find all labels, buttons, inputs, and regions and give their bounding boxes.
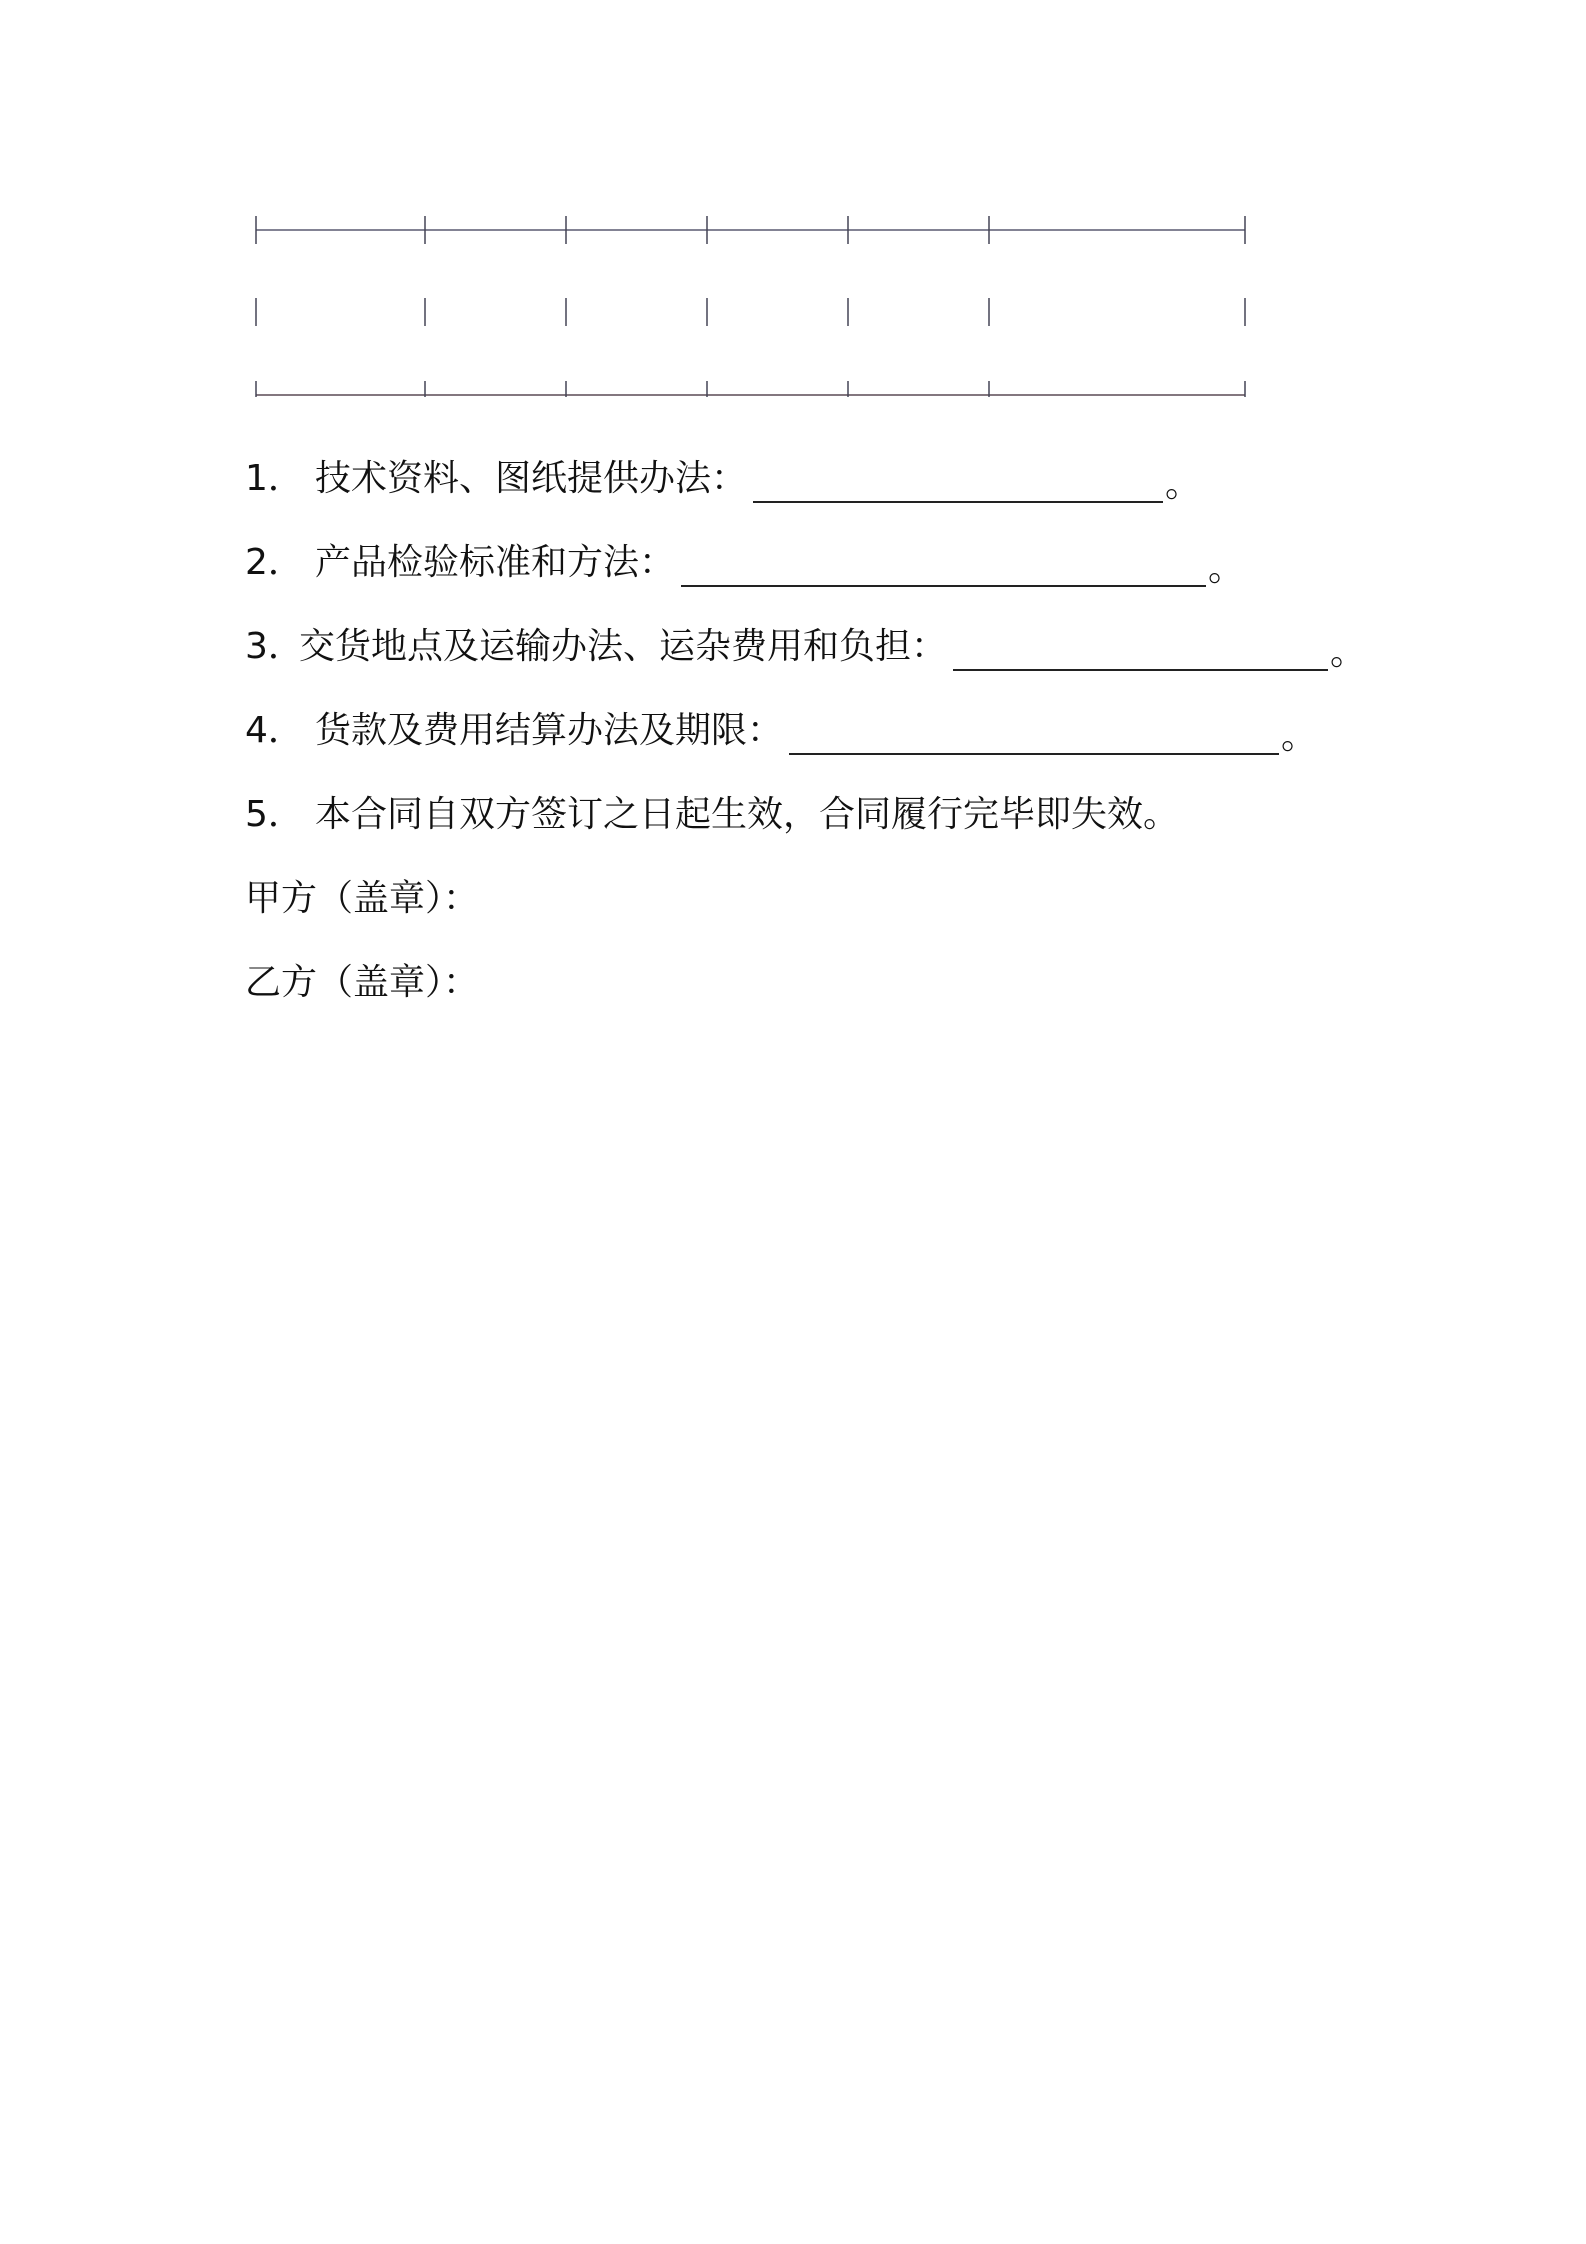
clause-label: 技术资料、图纸提供办法：	[315, 458, 748, 499]
clause-5	[245, 791, 1179, 839]
fill-in-blank[interactable]	[681, 545, 1206, 587]
clause-label: 交货地点及运输办法、运杂费用和负担：	[299, 626, 948, 667]
party-b-seal-label: 乙方（盖章）：	[245, 962, 480, 1003]
party-a-seal-label: 甲方（盖章）：	[245, 878, 480, 919]
clause-number: 2．	[245, 542, 304, 583]
clause-number: 3．	[245, 626, 304, 667]
clause-3	[245, 623, 1366, 671]
table-column-ticks-middle	[256, 298, 1245, 326]
clause-number: 5．	[245, 794, 304, 835]
clause-label: 本合同自双方签订之日起生效，合同履行完毕即失效。	[315, 794, 1180, 835]
clause-4	[245, 707, 1317, 755]
fill-in-blank[interactable]	[753, 461, 1163, 503]
clause-label: 货款及费用结算办法及期限：	[315, 710, 784, 751]
clause-end-mark: 。	[1330, 632, 1367, 673]
clause-number: 1．	[245, 458, 304, 499]
clause-end-mark: 。	[1281, 716, 1318, 757]
fill-in-blank[interactable]	[953, 629, 1328, 671]
table-fragment	[0, 0, 1586, 420]
clause-1	[245, 455, 1201, 503]
clause-number: 4．	[245, 710, 304, 751]
clause-2	[245, 539, 1244, 587]
fill-in-blank[interactable]	[789, 713, 1279, 755]
clause-end-mark: 。	[1208, 548, 1245, 589]
clause-end-mark: 。	[1165, 464, 1202, 505]
clause-label: 产品检验标准和方法：	[315, 542, 676, 583]
table-borders	[0, 0, 1586, 420]
